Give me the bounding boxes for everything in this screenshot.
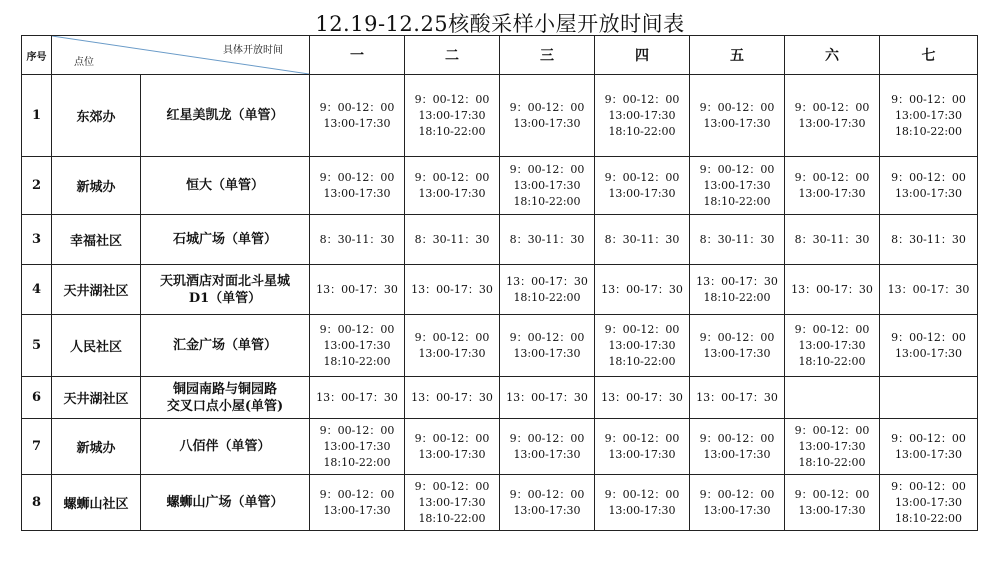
row-location: 人民社区 [52, 315, 141, 377]
time-slot: 13:00-17:30 [798, 503, 866, 517]
time-cell [310, 315, 405, 377]
time-slot: 13:00-17:30 [418, 495, 486, 509]
site-line: D1（单管） [188, 290, 262, 306]
time-cell [310, 157, 405, 215]
time-slot: 9：00-12：00 [794, 100, 870, 114]
time-slot: 9：00-12：00 [699, 431, 775, 445]
time-slot: 13：00-17：30 [791, 282, 873, 296]
time-slot: 9：00-12：00 [794, 322, 870, 336]
time-slot: 9：00-12：00 [891, 92, 966, 106]
time-slot: 13:00-17:30 [894, 495, 963, 509]
time-slot: 13:00-17:30 [608, 338, 676, 352]
site-line: 天玑酒店对面北斗星城 [159, 273, 290, 289]
schedule-body [22, 75, 978, 531]
time-slot: 13:00-17:30 [513, 447, 581, 461]
site-line: 螺蛳山广场（单管） [166, 495, 284, 510]
time-slot: 13:00-17:30 [608, 186, 676, 200]
time-slot: 13:00-17:30 [608, 447, 676, 461]
site-line: 恒大（单管） [185, 178, 264, 193]
time-slot: 13:00-17:30 [894, 108, 963, 122]
time-slot: 9：00-12：00 [509, 330, 585, 344]
time-slot: 13:00-17:30 [323, 116, 391, 130]
time-cell [690, 215, 785, 265]
time-slot: 13:00-17:30 [608, 108, 676, 122]
time-cell [310, 75, 405, 157]
row-site [141, 157, 310, 215]
time-slot: 9：00-12：00 [414, 431, 490, 445]
time-cell [785, 315, 880, 377]
row-seq: 3 [22, 215, 52, 265]
time-slot: 13:00-17:30 [894, 346, 963, 360]
time-slot: 9：00-12：00 [891, 170, 966, 184]
table-row [22, 377, 978, 419]
time-slot: 9：00-12：00 [509, 487, 585, 501]
table-row [22, 475, 978, 531]
row-site [141, 75, 310, 157]
header-row [22, 36, 978, 75]
time-slot: 9：00-12：00 [891, 431, 966, 445]
table-row [22, 75, 978, 157]
time-slot: 13:00-17:30 [418, 447, 486, 461]
time-slot: 18:10-22:00 [323, 455, 391, 469]
table-row [22, 265, 978, 315]
row-seq: 2 [22, 157, 52, 215]
time-slot: 13:00-17:30 [513, 346, 581, 360]
time-cell [595, 75, 690, 157]
time-cell [785, 475, 880, 531]
time-cell [405, 75, 500, 157]
time-slot: 9：00-12：00 [699, 487, 775, 501]
time-cell [880, 265, 978, 315]
time-slot: 13:00-17:30 [418, 186, 486, 200]
time-cell [690, 157, 785, 215]
time-slot: 13:00-17:30 [703, 178, 771, 192]
table-row [22, 315, 978, 377]
time-slot: 8：30-11：30 [604, 232, 680, 246]
header-location: 点位 [74, 57, 94, 68]
time-slot: 9：00-12：00 [794, 170, 870, 184]
time-cell [595, 215, 690, 265]
time-cell [405, 377, 500, 419]
time-slot: 9：00-12：00 [319, 423, 395, 437]
time-slot: 9：00-12：00 [319, 322, 395, 336]
time-slot: 13：00-17：30 [411, 282, 493, 296]
time-cell [785, 75, 880, 157]
time-slot: 18:10-22:00 [703, 194, 771, 208]
row-site [141, 265, 310, 315]
site-line: 铜园南路与铜园路 [172, 381, 277, 397]
time-cell [500, 157, 595, 215]
time-slot: 9：00-12：00 [319, 100, 395, 114]
time-slot: 13:00-17:30 [513, 503, 581, 517]
time-cell [785, 265, 880, 315]
time-cell [405, 475, 500, 531]
header-seq: 序号 [22, 36, 52, 75]
row-location: 天井湖社区 [52, 265, 141, 315]
time-slot: 13：00-17：30 [696, 274, 778, 288]
time-cell [880, 315, 978, 377]
time-slot: 18:10-22:00 [608, 124, 676, 138]
time-cell [500, 419, 595, 475]
time-slot: 9：00-12：00 [794, 487, 870, 501]
time-slot: 13：00-17：30 [506, 390, 588, 404]
row-seq: 1 [22, 75, 52, 157]
header-day: 五 [690, 36, 785, 75]
row-location: 新城办 [52, 419, 141, 475]
header-open-time: 具体开放时间 [223, 45, 283, 56]
row-location: 新城办 [52, 157, 141, 215]
header-day: 七 [880, 36, 978, 75]
time-cell [405, 215, 500, 265]
table-row [22, 157, 978, 215]
time-slot: 9：00-12：00 [414, 92, 490, 106]
time-cell [500, 215, 595, 265]
time-slot: 13：00-17：30 [696, 390, 778, 404]
time-slot: 13:00-17:30 [323, 338, 391, 352]
time-cell [880, 419, 978, 475]
time-cell [690, 377, 785, 419]
time-cell [880, 75, 978, 157]
time-slot: 13:00-17:30 [798, 338, 866, 352]
time-slot: 9：00-12：00 [319, 170, 395, 184]
row-seq: 8 [22, 475, 52, 531]
time-slot: 13:00-17:30 [703, 503, 771, 517]
site-line: 交叉口点小屋(单管) [166, 398, 284, 414]
row-site [141, 315, 310, 377]
row-location: 幸福社区 [52, 215, 141, 265]
time-cell [500, 475, 595, 531]
row-site [141, 419, 310, 475]
time-cell [595, 419, 690, 475]
row-site [141, 215, 310, 265]
page-title: 12.19-12.25核酸采样小屋开放时间表 [315, 12, 685, 36]
header-day: 四 [595, 36, 690, 75]
time-slot: 18:10-22:00 [513, 290, 581, 304]
time-cell [690, 75, 785, 157]
time-cell [500, 377, 595, 419]
time-slot: 13:00-17:30 [418, 346, 486, 360]
row-seq: 5 [22, 315, 52, 377]
time-slot: 8：30-11：30 [794, 232, 870, 246]
time-slot: 18:10-22:00 [513, 194, 581, 208]
time-cell [310, 419, 405, 475]
time-cell [595, 475, 690, 531]
row-site [141, 475, 310, 531]
row-seq: 6 [22, 377, 52, 419]
time-cell [405, 265, 500, 315]
time-slot: 13：00-17：30 [316, 390, 398, 404]
time-slot: 9：00-12：00 [891, 479, 966, 493]
time-slot: 18:10-22:00 [894, 511, 963, 525]
time-slot: 9：00-12：00 [699, 330, 775, 344]
time-cell [785, 377, 880, 419]
time-cell [405, 157, 500, 215]
time-slot: 9：00-12：00 [509, 100, 585, 114]
header-diagonal [52, 36, 310, 75]
site-line: 汇金广场（单管） [172, 338, 277, 353]
time-slot: 13:00-17:30 [703, 447, 771, 461]
table-row [22, 215, 978, 265]
time-slot: 13：00-17：30 [887, 282, 970, 296]
time-cell [500, 75, 595, 157]
time-cell [595, 157, 690, 215]
time-slot: 13:00-17:30 [894, 186, 963, 200]
header-day: 一 [310, 36, 405, 75]
time-slot: 13:00-17:30 [323, 503, 391, 517]
time-slot: 13:00-17:30 [798, 186, 866, 200]
time-slot: 18:10-22:00 [798, 455, 866, 469]
time-slot: 13：00-17：30 [601, 282, 683, 296]
time-cell [500, 315, 595, 377]
time-slot: 9：00-12：00 [509, 162, 585, 176]
time-cell [405, 315, 500, 377]
time-cell [595, 315, 690, 377]
row-seq: 4 [22, 265, 52, 315]
time-slot: 9：00-12：00 [414, 330, 490, 344]
time-cell [880, 475, 978, 531]
time-slot: 8：30-11：30 [891, 232, 966, 246]
time-slot: 13:00-17:30 [418, 108, 486, 122]
time-slot: 9：00-12：00 [699, 100, 775, 114]
time-slot: 8：30-11：30 [414, 232, 490, 246]
time-cell [690, 475, 785, 531]
time-slot: 8：30-11：30 [699, 232, 775, 246]
time-slot: 13:00-17:30 [894, 447, 963, 461]
time-slot: 8：30-11：30 [319, 232, 395, 246]
time-cell [880, 157, 978, 215]
time-slot: 13：00-17：30 [411, 390, 493, 404]
time-slot: 13：00-17：30 [601, 390, 683, 404]
time-slot: 9：00-12：00 [414, 479, 490, 493]
time-cell [880, 377, 978, 419]
time-slot: 13:00-17:30 [513, 116, 581, 130]
time-cell [690, 419, 785, 475]
time-slot: 9：00-12：00 [699, 162, 775, 176]
time-slot: 13:00-17:30 [323, 186, 391, 200]
time-slot: 13：00-17：30 [506, 274, 588, 288]
time-slot: 18:10-22:00 [418, 511, 486, 525]
time-slot: 9：00-12：00 [604, 170, 680, 184]
time-slot: 13：00-17：30 [316, 282, 398, 296]
time-cell [310, 265, 405, 315]
time-cell [785, 215, 880, 265]
time-cell [690, 315, 785, 377]
time-slot: 9：00-12：00 [509, 431, 585, 445]
time-slot: 18:10-22:00 [323, 354, 391, 368]
time-cell [405, 419, 500, 475]
time-cell [310, 377, 405, 419]
time-slot: 18:10-22:00 [798, 354, 866, 368]
time-slot: 9：00-12：00 [794, 423, 870, 437]
time-cell [500, 265, 595, 315]
time-cell [595, 265, 690, 315]
site-line: 八佰伴（单管） [179, 439, 271, 454]
row-seq: 7 [22, 419, 52, 475]
time-slot: 9：00-12：00 [891, 330, 966, 344]
time-cell [595, 377, 690, 419]
time-slot: 13:00-17:30 [798, 116, 866, 130]
time-slot: 9：00-12：00 [604, 487, 680, 501]
time-slot: 13:00-17:30 [513, 178, 581, 192]
time-slot: 18:10-22:00 [608, 354, 676, 368]
time-slot: 18:10-22:00 [894, 124, 963, 138]
site-line: 石城广场（单管） [172, 232, 277, 247]
table-row [22, 419, 978, 475]
time-slot: 9：00-12：00 [604, 431, 680, 445]
time-slot: 9：00-12：00 [319, 487, 395, 501]
time-slot: 9：00-12：00 [414, 170, 490, 184]
time-cell [880, 215, 978, 265]
header-day: 三 [500, 36, 595, 75]
row-location: 东郊办 [52, 75, 141, 157]
time-slot: 9：00-12：00 [604, 322, 680, 336]
time-slot: 18:10-22:00 [703, 290, 771, 304]
time-cell [785, 157, 880, 215]
time-slot: 13:00-17:30 [703, 346, 771, 360]
time-cell [310, 475, 405, 531]
row-location: 天井湖社区 [52, 377, 141, 419]
time-slot: 18:10-22:00 [418, 124, 486, 138]
schedule-table [21, 35, 978, 531]
row-site [141, 377, 310, 419]
time-cell [690, 265, 785, 315]
site-line: 红星美凯龙（单管） [166, 108, 284, 123]
header-day: 六 [785, 36, 880, 75]
header-day: 二 [405, 36, 500, 75]
time-slot: 13:00-17:30 [608, 503, 676, 517]
time-slot: 13:00-17:30 [798, 439, 866, 453]
time-cell [785, 419, 880, 475]
time-cell [310, 215, 405, 265]
time-slot: 13:00-17:30 [323, 439, 391, 453]
time-slot: 9：00-12：00 [604, 92, 680, 106]
time-slot: 13:00-17:30 [703, 116, 771, 130]
row-location: 螺蛳山社区 [52, 475, 141, 531]
time-slot: 8：30-11：30 [509, 232, 585, 246]
